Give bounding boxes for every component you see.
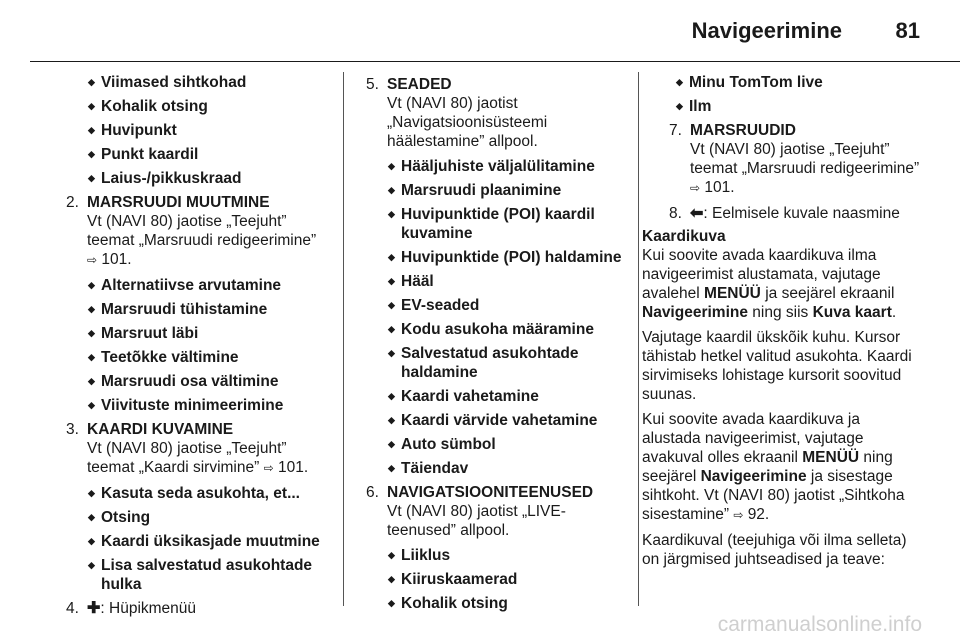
list-item: ◆ Kohalik otsing [366,594,628,613]
column-divider [638,72,639,606]
list-item: ◆ Marsruudi plaanimine [366,181,628,200]
paragraph: Kui soovite avada kaardikuva ja alustada navigeerimist, vajutage avakuval olles ekraanil MENÜÜ ning seejärel Navigeerimine ja sisestage sihtkoht. Vt (NAVI 80) jaotist „Sihtkoha sisestamine” ⇨ 92. [642,411,905,523]
column-3 [642,73,924,575]
item-title: NAVIGATSIOONITEENUSED [387,484,594,501]
column-divider [343,72,344,606]
list-item: ◆ Kaardi vahetamine [366,387,628,406]
list-item: ◆ Marsruudi tühistamine [66,300,334,319]
list-item: ◆ Kaardi üksikasjade muutmine [66,532,334,551]
page-reference-icon: ⇨ [733,508,744,522]
page-reference[interactable]: 92. [747,506,770,523]
page-reference[interactable]: 101. [704,179,735,196]
page-reference-icon: ⇨ [263,461,274,475]
paragraph: Vajutage kaardil ükskõik kuhu. Kursor tähistab hetkel valitud asukohta. Kaardi sirvimiseks lohistage kursorit soovitud suunas. [642,329,912,403]
list-item: ◆ Teetõkke vältimine [66,348,334,367]
numbered-item-6 [366,483,628,540]
watermark: carmanualsonline.info [717,613,922,636]
item-title: MARSRUUDI MUUTMINE [87,194,270,211]
page-reference[interactable]: 101. [277,459,309,476]
plus-icon: ✚ [87,600,101,617]
item-number: 7. [669,122,682,139]
column-2 [366,73,628,618]
list-item: ◆ Punkt kaardil [66,145,334,164]
item-description: Vt (NAVI 80) jaotist „Navigatsioonisüsteemi häälestamine” allpool. [387,95,548,150]
back-arrow-icon: ⬅ [690,205,704,222]
item-title: SEADED [387,76,452,93]
list-item: ◆ Otsing [66,508,334,527]
column-1 [66,73,334,618]
list-item: ◆ Kohalik otsing [66,97,334,116]
paragraph: Kaardikuval (teejuhiga või ilma selleta) on järgmised juhtseadised ja teave: [642,532,907,568]
list-item: ◆ Kaardi värvide vahetamine [366,411,628,430]
list-item: ◆ Viivituste minimeerimine [66,396,334,415]
item-number: 2. [66,194,79,211]
item-number: 3. [66,421,79,438]
list-item: ◆ Hääl [366,272,628,291]
numbered-item-7 [669,121,924,198]
item-number: 6. [366,484,379,501]
item-description: Vt (NAVI 80) jaotist „LIVE-teenused” allpool. [387,503,566,539]
section-title: Kaardikuva [642,228,726,245]
page-header [0,0,960,62]
item-text: : Hüpikmenüü [100,600,197,617]
item-number: 4. [66,600,79,617]
page-reference-icon: ⇨ [87,253,98,267]
list-item: ◆ Marsruudi osa vältimine [66,372,334,391]
list-item: ◆ Kiiruskaamerad [366,570,628,589]
list-item: ◆ Viimased sihtkohad [66,73,334,92]
item-description: Vt (NAVI 80) jaotise „Teejuht” teemat „Marsruudi redigeerimine” ⇨ 101. [87,213,317,268]
item-number: 8. [669,205,682,222]
list-item: ◆ Täiendav [366,459,628,478]
numbered-item-4 [66,599,334,618]
list-item: ◆ Minu TomTom live [654,73,924,92]
item-title: KAARDI KUVAMINE [87,421,234,438]
list-item: ◆ Salvestatud asukohtade haldamine [366,344,628,382]
list-item: ◆ Liiklus [366,546,628,565]
paragraph: Kui soovite avada kaardikuva ilma navigeerimist alustamata, vajutage avalehel MENÜÜ ja seejärel ekraanil Navigeerimine ning siis Kuva kaart. [642,247,897,321]
list-item: ◆ Kasuta seda asukohta, et... [66,484,334,503]
numbered-item-3 [66,420,334,478]
item-description: Vt (NAVI 80) jaotise „Teejuht” teemat „Marsruudi redigeerimine” ⇨ 101. [690,141,920,196]
list-item: ◆ Huvipunktide (POI) kaardil kuvamine [366,205,628,243]
list-item: ◆ Huvipunktide (POI) haldamine [366,248,628,267]
list-item: ◆ Alternatiivse arvutamine [66,276,334,295]
list-item: ◆ Ilm [654,97,924,116]
list-item: ◆ Laius-/pikkuskraad [66,169,334,188]
numbered-item-8 [669,204,924,223]
item-description: Vt (NAVI 80) jaotise „Teejuht” teemat „Kaardi sirvimine” ⇨ 101. [87,440,309,476]
list-item: ◆ Marsruut läbi [66,324,334,343]
item-title: MARSRUUDID [690,122,796,139]
numbered-item-2 [66,193,334,270]
list-item: ◆ EV-seaded [366,296,628,315]
list-item: ◆ Kodu asukoha määramine [366,320,628,339]
numbered-item-5 [366,75,628,151]
list-item: ◆ Hääljuhiste väljalülitamine [366,157,628,176]
header-divider [30,61,960,62]
page-title: Navigeerimine [691,18,842,43]
list-item: ◆ Huvipunkt [66,121,334,140]
list-item: ◆ Auto sümbol [366,435,628,454]
page-reference-icon: ⇨ [690,181,701,195]
list-item: ◆ Lisa salvestatud asukohtade hulka [66,556,334,594]
page-reference[interactable]: 101. [101,251,132,268]
item-number: 5. [366,76,379,93]
map-view-section [642,227,922,569]
item-text: : Eelmisele kuvale naasmine [703,205,900,222]
page-number: 81 [895,18,920,43]
